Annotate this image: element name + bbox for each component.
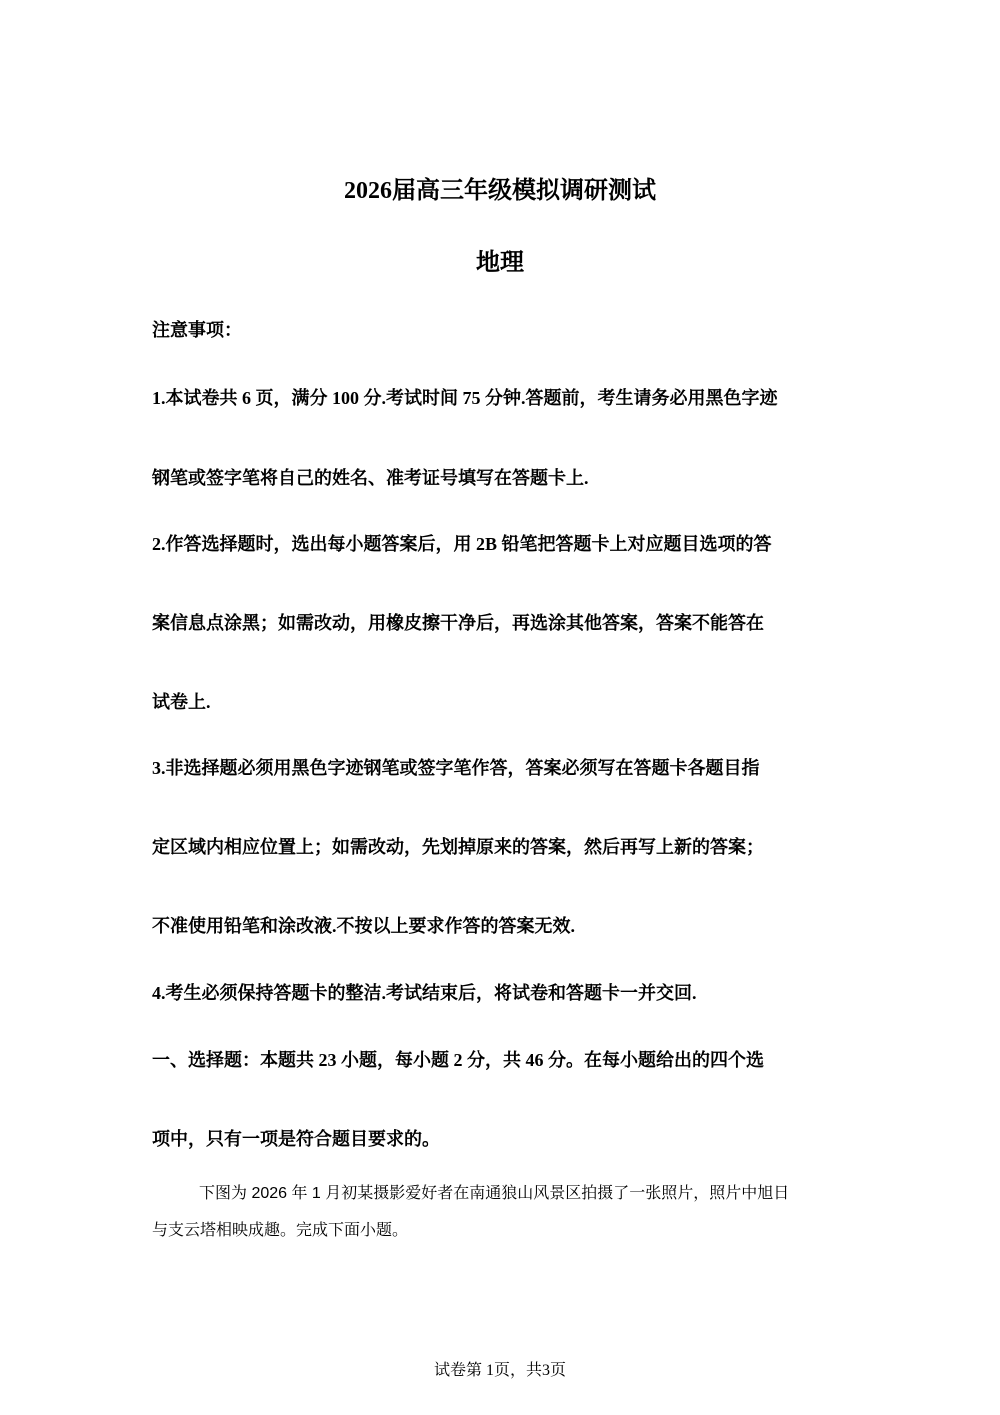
notice-line: 4.考生必须保持答题卡的整洁.考试结束后，将试卷和答题卡一并交回. bbox=[152, 983, 697, 1003]
notice-line: 案信息点涂黑；如需改动，用橡皮擦干净后，再选涂其他答案，答案不能答在 bbox=[152, 613, 764, 633]
subject-title: 地理 bbox=[476, 250, 524, 276]
notice-line: 3.非选择题必须用黑色字迹钢笔或签字笔作答，答案必须写在答题卡各题目指 bbox=[152, 758, 760, 778]
question-intro: 与支云塔相映成趣。完成下面小题。 bbox=[152, 1222, 409, 1239]
exam-title: 2026届高三年级模拟调研测试 bbox=[344, 178, 656, 204]
question-intro: 下图为 2026 年 1 月初某摄影爱好者在南通狼山风景区拍摄了一张照片，照片中旭日 bbox=[199, 1185, 790, 1202]
notice-line: 定区域内相应位置上；如需改动，先划掉原来的答案，然后再写上新的答案； bbox=[152, 837, 764, 857]
notice-line: 2.作答选择题时，选出每小题答案后，用 2B 铅笔把答题卡上对应题目选项的答 bbox=[152, 534, 772, 554]
notice-heading: 注意事项： bbox=[152, 320, 242, 340]
section-heading: 项中，只有一项是符合题目要求的。 bbox=[152, 1129, 440, 1149]
notice-line: 试卷上. bbox=[152, 692, 211, 712]
notice-line: 1.本试卷共 6 页，满分 100 分.考试时间 75 分钟.答题前，考生请务必用黑色字迹 bbox=[152, 388, 778, 408]
page-footer: 试卷第 1页，共3页 bbox=[433, 1362, 566, 1379]
notice-line: 不准使用铅笔和涂改液.不按以上要求作答的答案无效. bbox=[152, 916, 575, 936]
notice-line: 钢笔或签字笔将自己的姓名、准考证号填写在答题卡上. bbox=[152, 468, 589, 488]
section-heading: 一、选择题：本题共 23 小题，每小题 2 分，共 46 分。在每小题给出的四个选 bbox=[152, 1050, 764, 1070]
